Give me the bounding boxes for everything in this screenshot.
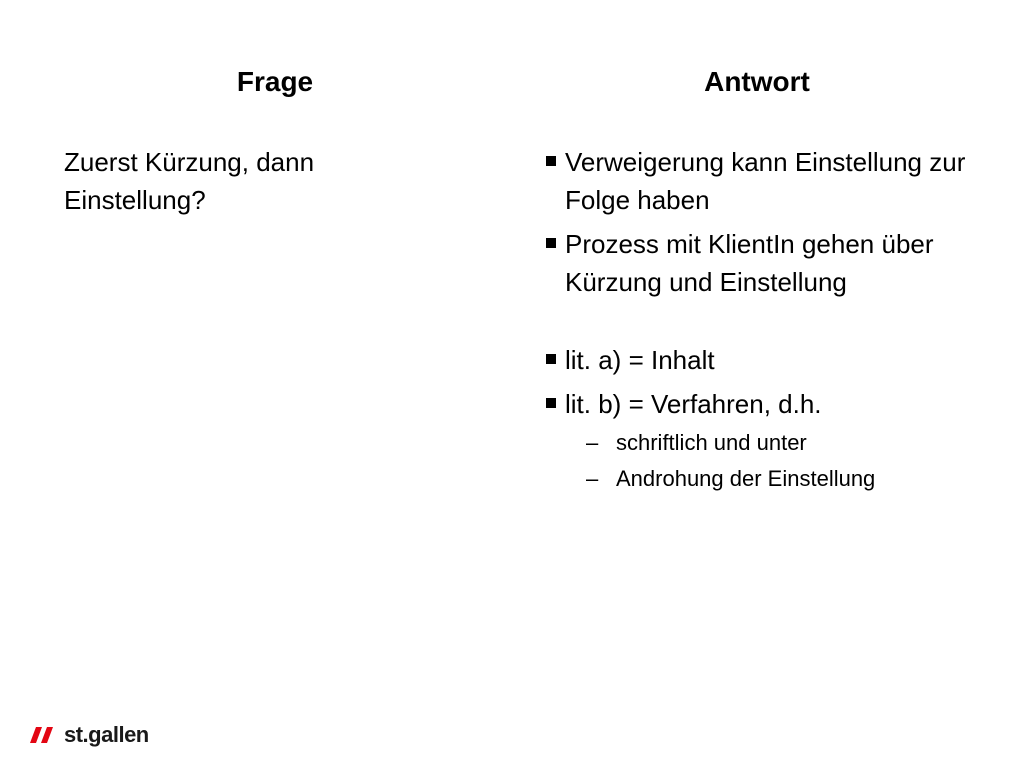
answer-item [546,385,1006,423]
dash-bullet-icon: – [586,430,599,455]
square-bullet-icon [546,398,556,408]
answer-subitem [546,429,1006,457]
square-bullet-icon [546,156,556,166]
dash-bullet-icon: – [586,466,599,491]
answer-item-text: Prozess mit KlientIn gehen über Kürzung und Einstellung [565,229,934,297]
frage-heading: Frage [236,66,314,97]
logo-text: st.gallen [64,722,149,747]
question-text: Zuerst Kürzung, dann Einstellung? [64,147,315,215]
answer-subitem-text: Androhung der Einstellung [616,466,876,491]
answer-subitem-text: schriftlich und unter [616,430,807,455]
logo-slashes-icon [30,725,62,745]
answer-item [546,143,1006,219]
square-bullet-icon [546,354,556,364]
answer-item-text: lit. b) = Verfahren, d.h. [565,389,822,419]
st-gallen-logo [30,718,149,752]
answer-item [546,341,1006,379]
answer-item-text: Verweigerung kann Einstellung zur Folge haben [565,147,966,215]
square-bullet-icon [546,238,556,248]
answer-list [546,143,1006,493]
answer-subitem [546,465,1006,493]
antwort-heading: Antwort [704,66,810,97]
answer-item-text: lit. a) = Inhalt [565,345,715,375]
answer-item [546,225,1006,301]
